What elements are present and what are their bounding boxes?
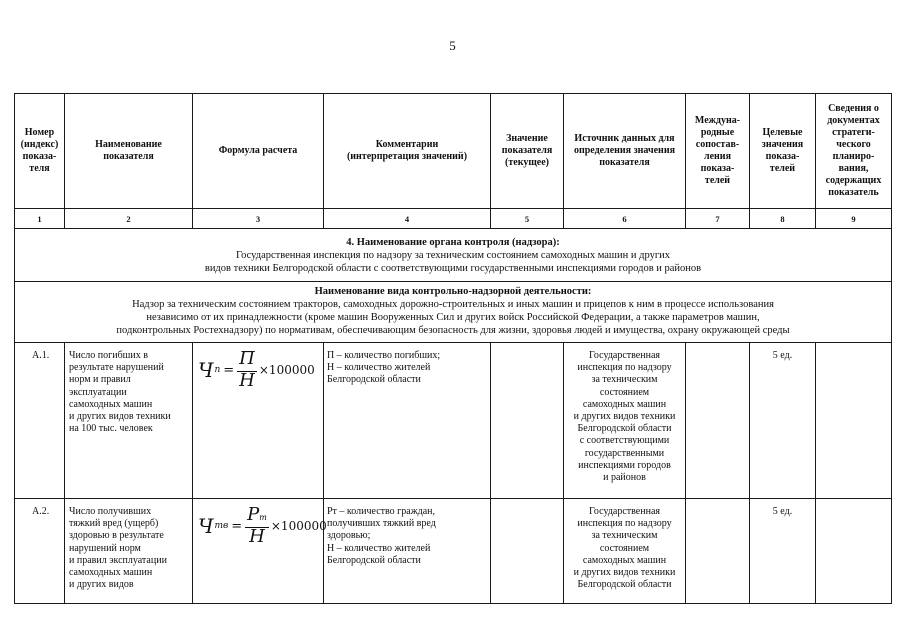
col-divider [323,342,324,604]
row-formula [198,350,315,390]
row-target-value: 5 ед. [772,506,793,517]
col-divider [192,342,193,604]
page-number: 5 [449,38,456,53]
row-formula [198,506,327,546]
formula-numerator: П [239,348,255,369]
header-col-name: Наименование показателя [95,139,162,162]
header-col-data-source: Источник данных для определения значения показателя [573,133,675,168]
row-index: А.2. [32,506,50,517]
header-col-strategic-docs: Сведения о документах стратеги- ческого планиро- вания, содержащих показатель [825,103,882,198]
table-right-border [891,93,892,604]
formula-lhs-sub: тв [214,521,229,531]
row-data-source: Государственная инспекция по надзору за техническим состоянием самоходных машин и других видов техники Белгородской области [573,506,676,591]
header-col-index: Номер (индекс) показа- теля [20,127,59,174]
column-number: 7 [715,214,720,224]
formula-equals: = [223,362,235,378]
header-col-current-value: Значение показателя (текущее) [501,133,553,168]
column-number: 3 [255,214,261,224]
row-indicator-name: Число погибших в результате нарушений норм и правил эксплуатации самоходных машин и других видов техники на 100 тыс. человек [69,350,171,435]
table-bottom-border [14,603,892,604]
row-target-value: 5 ед. [772,350,793,361]
column-number: 8 [780,214,785,224]
column-number: 5 [524,214,530,224]
formula-equals: = [231,518,243,534]
section-organ-bottom-border [14,281,892,282]
formula-lhs: Ч [198,514,214,538]
section-activity-line: независимо от их принадлежности (кроме машин Вооруженных Сил и других войск Российской Федерации, а также параметров машин, [146,312,760,323]
formula-numerator: Р [247,504,260,525]
formula-denominator: Н [249,526,265,547]
column-number: 9 [851,214,856,224]
row-a1-bottom-border [14,498,892,499]
formula-fraction [245,506,269,546]
section-activity-title: Наименование вида контрольно-надзорной деятельности: [314,286,592,297]
column-number: 2 [126,214,131,224]
col-divider [815,342,816,604]
formula-fraction [237,350,257,390]
section-organ-line: Государственная инспекция по надзору за техническим состоянием самоходных машин и других [235,250,670,261]
column-number: 1 [37,214,42,224]
header-col-comments: Комментарии (интерпретация значений) [346,139,468,162]
header-col-target: Целевые значения показа- телей [761,127,804,174]
section-activity [14,285,892,337]
col-divider [490,342,491,604]
row-indicator-name: Число получивших тяжкий вред (ущерб) здоровью в результате нарушений норм и правил эксплуатации самоходных машин и других видов [69,506,167,591]
section-activity-line: подконтрольных Ростехнадзору) по нормативам, обеспечивающим безопасность для жизни, здоровья людей и имущества, охрану окружающей среды [116,325,790,336]
formula-multiplier: ×100000 [258,363,315,377]
formula-denominator: Н [239,370,255,391]
section-organ-title: 4. Наименование органа контроля (надзора): [346,237,560,248]
row-comment: П – количество погибших; Н – количество жителей Белгородской области [327,350,441,386]
formula-lhs-sub: п [214,365,221,375]
section-organ-line: видов техники Белгородской области с соответствующими государственными инспекциями городов и районов [204,263,702,274]
row-comment: Рт – количество граждан, получивших тяжкий вред здоровью; Н – количество жителей Белгородской области [327,506,436,566]
row-index: А.1. [32,350,50,361]
section-organ [14,236,892,275]
header-bottom-border [14,208,892,209]
section-activity-line: Надзор за техническим состоянием тракторов, самоходных дорожно-строительных и иных машин и прицепов к ним в процессе использования [132,299,774,310]
column-number: 6 [622,214,627,224]
col-divider [685,342,686,604]
column-number: 4 [404,214,410,224]
section-activity-bottom-border [14,342,892,343]
formula-numerator-sub: т [259,513,267,522]
header-col-formula: Формула расчета [218,145,298,156]
header-col-international: Междуна- родные сопостав- ления показа- телей [694,115,741,186]
col-divider [64,342,65,604]
row-data-source: Государственная инспекция по надзору за техническим состоянием самоходных машин и других видов техники Белгородской области с соответствующими государственными инспекциями городов и районов [573,350,676,484]
formula-lhs: Ч [198,358,214,382]
numbers-bottom-border [14,228,892,229]
col-divider [749,342,750,604]
formula-multiplier: ×100000 [270,519,327,533]
